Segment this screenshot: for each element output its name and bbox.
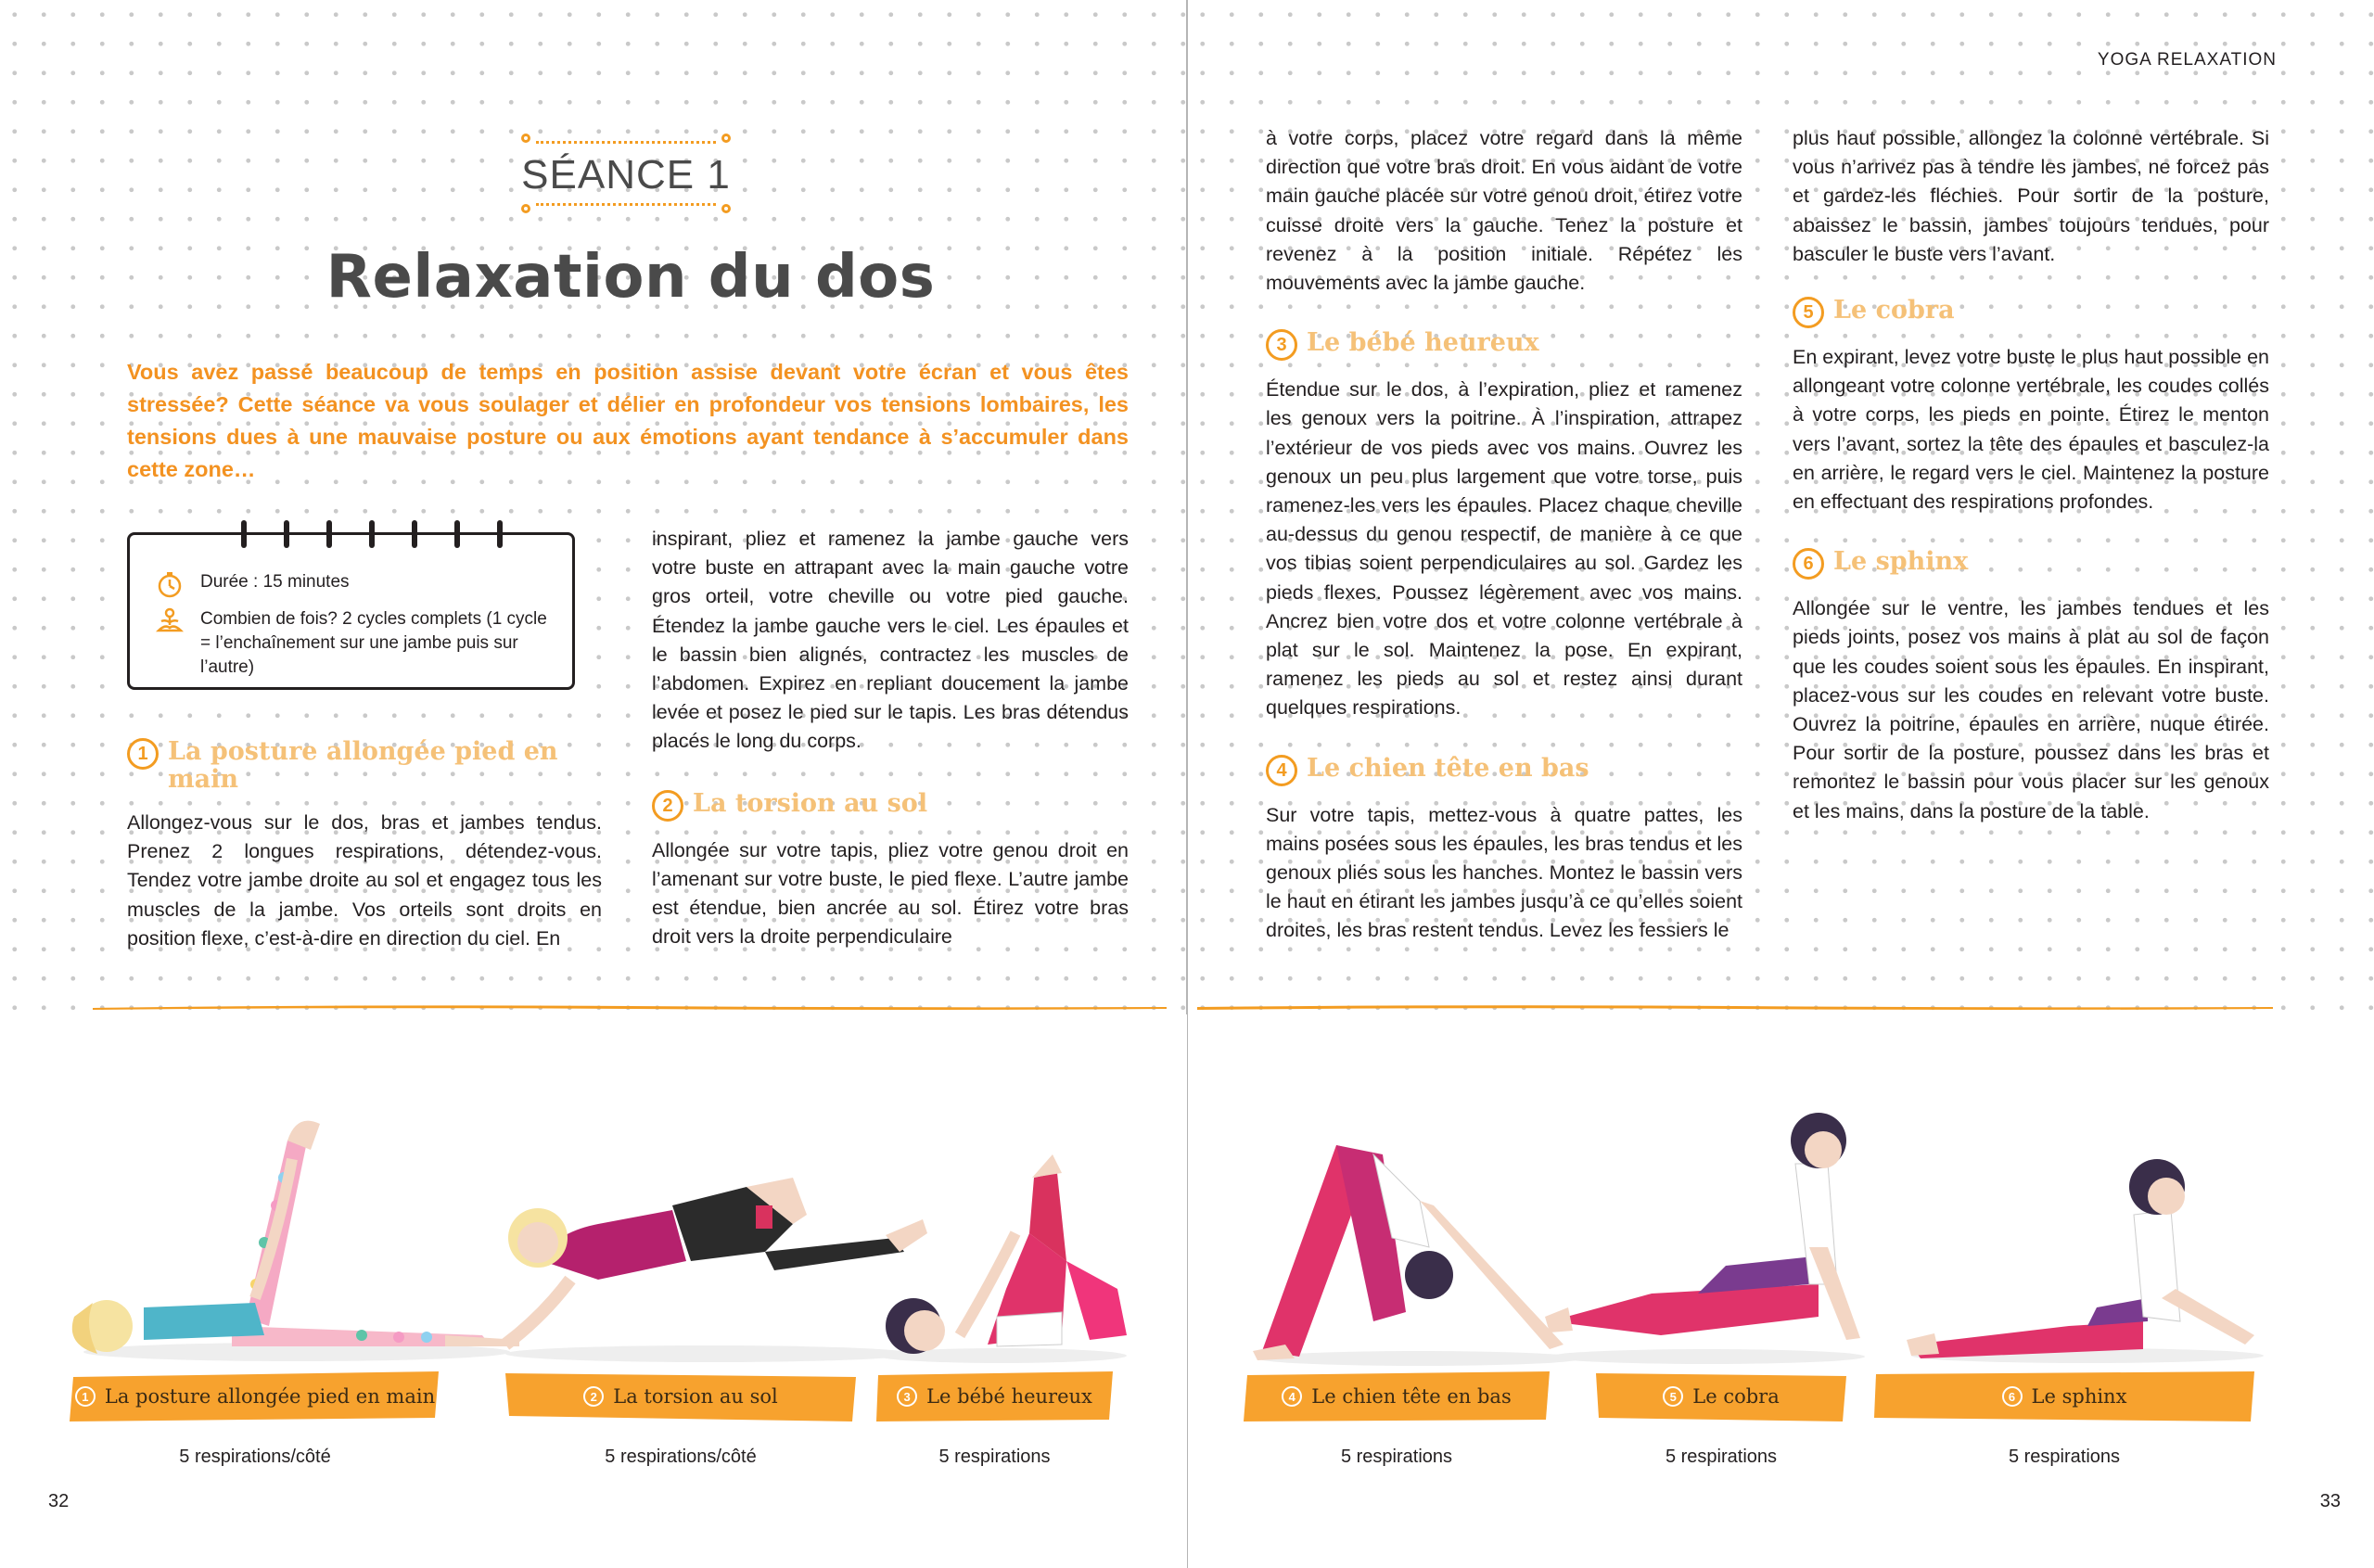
pose-name: Le sphinx <box>2031 1385 2127 1408</box>
ring <box>284 520 289 548</box>
pose-reps-1: 5 respirations/côté <box>179 1447 331 1467</box>
pose-name: Le bébé heureux <box>926 1385 1092 1408</box>
section-number: 5 <box>1793 297 1824 328</box>
text-column-2 <box>652 525 1129 951</box>
section-body: Étendue sur le dos, à l’expiration, pliez et ramenez les genoux vers la poitrine. À l’inspiration, attrapez l’extérieur de vos pieds avec vos mains. Ouvrez les genoux un peu plus largement que votre torse, puis ramenez-les vers les épaules. Placez chaque cheville au-dessus du genou respectif, de manière à ce que vos tibias soient perpendiculaires au sol. Gardez les pieds flexes. Poussez légèrement avec vos mains. Ancrez bien votre dos et votre colonne vertébrale à plat sur le sol. Maintenez la pose. En expirant, ramenez les pieds au sol et restez ainsi durant quelques respirations. <box>1266 378 1742 720</box>
pose-label-1 <box>70 1371 440 1421</box>
seance-banner <box>519 137 733 210</box>
ring <box>412 520 417 548</box>
pose-6-illustration <box>1902 1159 2273 1372</box>
seance-ornament <box>521 204 530 213</box>
page-title: Relaxation du dos <box>325 243 936 312</box>
seance-label: SÉANCE 1 <box>521 152 731 198</box>
meditation-icon <box>156 607 184 635</box>
pose-label-3 <box>876 1371 1113 1421</box>
section-heading <box>127 738 602 794</box>
section-heading <box>652 790 1129 822</box>
section-number: 1 <box>127 738 159 770</box>
seance-ornament <box>721 134 731 143</box>
section-title: La posture allongée pied en main <box>168 737 558 794</box>
section-body: En expirant, levez votre buste le plus haut possible en allongeant votre colonne vertébrale, les coudes collés à votre corps, les pieds en pointe. Étirez le menton vers l’avant, sortez la tête des épaules et basculez-la en arrière, le regard vers le ciel. Maintenez la posture en effectuant des respirations profondes. <box>1793 346 2269 514</box>
section-heading <box>1266 755 1742 786</box>
page-number-left: 32 <box>48 1491 70 1511</box>
section-heading <box>1266 329 1742 361</box>
section-heading <box>1793 297 2269 328</box>
pose-name: Le chien tête en bas <box>1311 1385 1512 1408</box>
orange-divider <box>93 1003 1167 1011</box>
right-page <box>1187 0 2374 1568</box>
duration-text: Durée : 15 minutes <box>200 572 350 592</box>
pose-3-illustration <box>867 1150 1136 1372</box>
section-title: Le sphinx <box>1833 547 1969 577</box>
pose-5-illustration <box>1540 1108 1874 1372</box>
seance-top-rule <box>536 141 716 144</box>
cycles-text: Combien de fois? 2 cycles complets (1 cycle = l’enchaînement sur une jambe puis sur l’autre) <box>200 609 547 677</box>
orange-divider <box>1197 1003 2273 1011</box>
text-column-4 <box>1793 124 2269 826</box>
pose-name: La posture allongée pied en main <box>104 1385 436 1408</box>
pose-reps-3: 5 respirations <box>938 1447 1051 1467</box>
pose-reps-4: 5 respirations <box>1340 1447 1453 1467</box>
section-number: 2 <box>652 790 683 822</box>
page-number-right: 33 <box>2319 1491 2341 1511</box>
section-body: Allongée sur votre tapis, pliez votre genou droit en l’amenant sur votre buste, le pied flexe. L’autre jambe est étendue, bien ancrée au sol. Étirez votre bras droit vers la droite perpendiculaire <box>652 838 1129 949</box>
section-title: La torsion au sol <box>693 788 928 818</box>
pose-label-6 <box>1874 1371 2254 1421</box>
section-title: Le cobra <box>1833 296 1955 325</box>
pose-number: 6 <box>2002 1386 2023 1407</box>
session-info-box <box>127 532 575 690</box>
pose-name: La torsion au sol <box>613 1385 778 1408</box>
ring <box>326 520 332 548</box>
pose-name: Le cobra <box>1692 1385 1780 1408</box>
section-body: à votre corps, placez votre regard dans la même direction que votre bras droit. En vous aidant de votre main gauche placée sur votre genou droit, étirez votre cuisse droite vers la gauche. Tenez la posture et revenez à la position initiale. Répétez les mouvements avec la jambe gauche. <box>1266 127 1742 295</box>
seance-ornament <box>521 134 530 143</box>
seance-bottom-rule <box>536 203 716 206</box>
pose-number: 2 <box>583 1386 604 1407</box>
section-body: plus haut possible, allongez la colonne vertébrale. Si vous n’arrivez pas à tendre les jambes, ne forcez pas et gardez-les fléchies. Pour sortir de la posture, abaissez le bassin, jambes toujours tendues, pour basculer le buste vers l’avant. <box>1793 127 2269 265</box>
section-body: Allongez-vous sur le dos, bras et jambes tendus. Prenez 2 longues respirations, détendez-vous. Tendez votre jambe droite au sol et engagez tous les muscles de la jambe. Vos orteils sont droits en position flexe, c’est-à-dire en direction du ciel. En <box>127 811 602 950</box>
section-number: 4 <box>1266 755 1297 786</box>
seance-ornament <box>721 204 731 213</box>
section-number: 3 <box>1266 329 1297 361</box>
text-column-1 <box>127 738 602 953</box>
stopwatch-icon <box>156 570 184 598</box>
ring <box>369 520 375 548</box>
pose-2-illustration <box>487 1150 932 1372</box>
section-body: inspirant, pliez et ramenez la jambe gauche vers votre buste en attrapant avec la main gauche votre gros orteil, votre cheville ou votre pied gauche. Étendez la jambe gauche vers le ciel. Les épaules et le bassin bien alignés, contractez les muscles de l’abdomen. Expirez en repliant doucement la jambe levée et posez le pied sur le tapis. Les bras détendus placés le long du corps. <box>652 528 1129 753</box>
pose-reps-5: 5 respirations <box>1665 1447 1778 1467</box>
ring <box>497 520 503 548</box>
pose-label-4 <box>1244 1371 1550 1421</box>
text-column-3 <box>1266 124 1742 946</box>
pose-reps-2: 5 respirations/côté <box>605 1447 757 1467</box>
pose-label-5 <box>1596 1371 1846 1421</box>
pose-label-2 <box>505 1371 856 1421</box>
duration-row <box>156 570 350 598</box>
intro-paragraph: Vous avez passé beaucoup de temps en position assise devant votre écran et vous êtes stressée? Cette séance va vous soulager et délier en profondeur vos tensions lombaires, les tensions dues à une mauvaise posture ou aux émotions ayant tendance à s’accumuler dans cette zone… <box>127 360 1129 481</box>
pose-reps-6: 5 respirations <box>2008 1447 2121 1467</box>
section-heading <box>1793 548 2269 580</box>
section-title: Le bébé heureux <box>1307 328 1539 358</box>
pose-number: 4 <box>1282 1386 1302 1407</box>
cycles-row <box>156 607 562 680</box>
pose-number: 5 <box>1663 1386 1683 1407</box>
pose-1-illustration <box>56 1103 538 1372</box>
ring <box>241 520 247 548</box>
pose-number: 3 <box>897 1386 917 1407</box>
notebook-rings <box>241 520 503 548</box>
pose-number: 1 <box>75 1386 96 1407</box>
section-body: Allongée sur le ventre, les jambes tendues et les pieds joints, posez vos mains à plat au sol de façon que les coudes soient sous les épaules. En inspirant, placez-vous sur les coudes en relevant votre buste. Ouvrez la poitrine, épaules en arrière, nuque étirée. Pour sortir de la posture, poussez dans les bras et remontez le bassin pour vous placer sur les genoux et les mains, dans la posture de la table. <box>1793 597 2269 822</box>
section-body: Sur votre tapis, mettez-vous à quatre pattes, les mains posées sous les épaules, les bras tendus et les genoux pliés sous les hanches. Montez le bassin vers le haut en étirant les jambes jusqu’à ce qu’elles soient droites, les bras restent tendus. Levez les fessiers le <box>1266 803 1742 942</box>
section-title: Le chien tête en bas <box>1307 753 1589 783</box>
section-number: 6 <box>1793 548 1824 580</box>
ring <box>454 520 460 548</box>
running-head: YOGA RELAXATION <box>2097 50 2277 70</box>
